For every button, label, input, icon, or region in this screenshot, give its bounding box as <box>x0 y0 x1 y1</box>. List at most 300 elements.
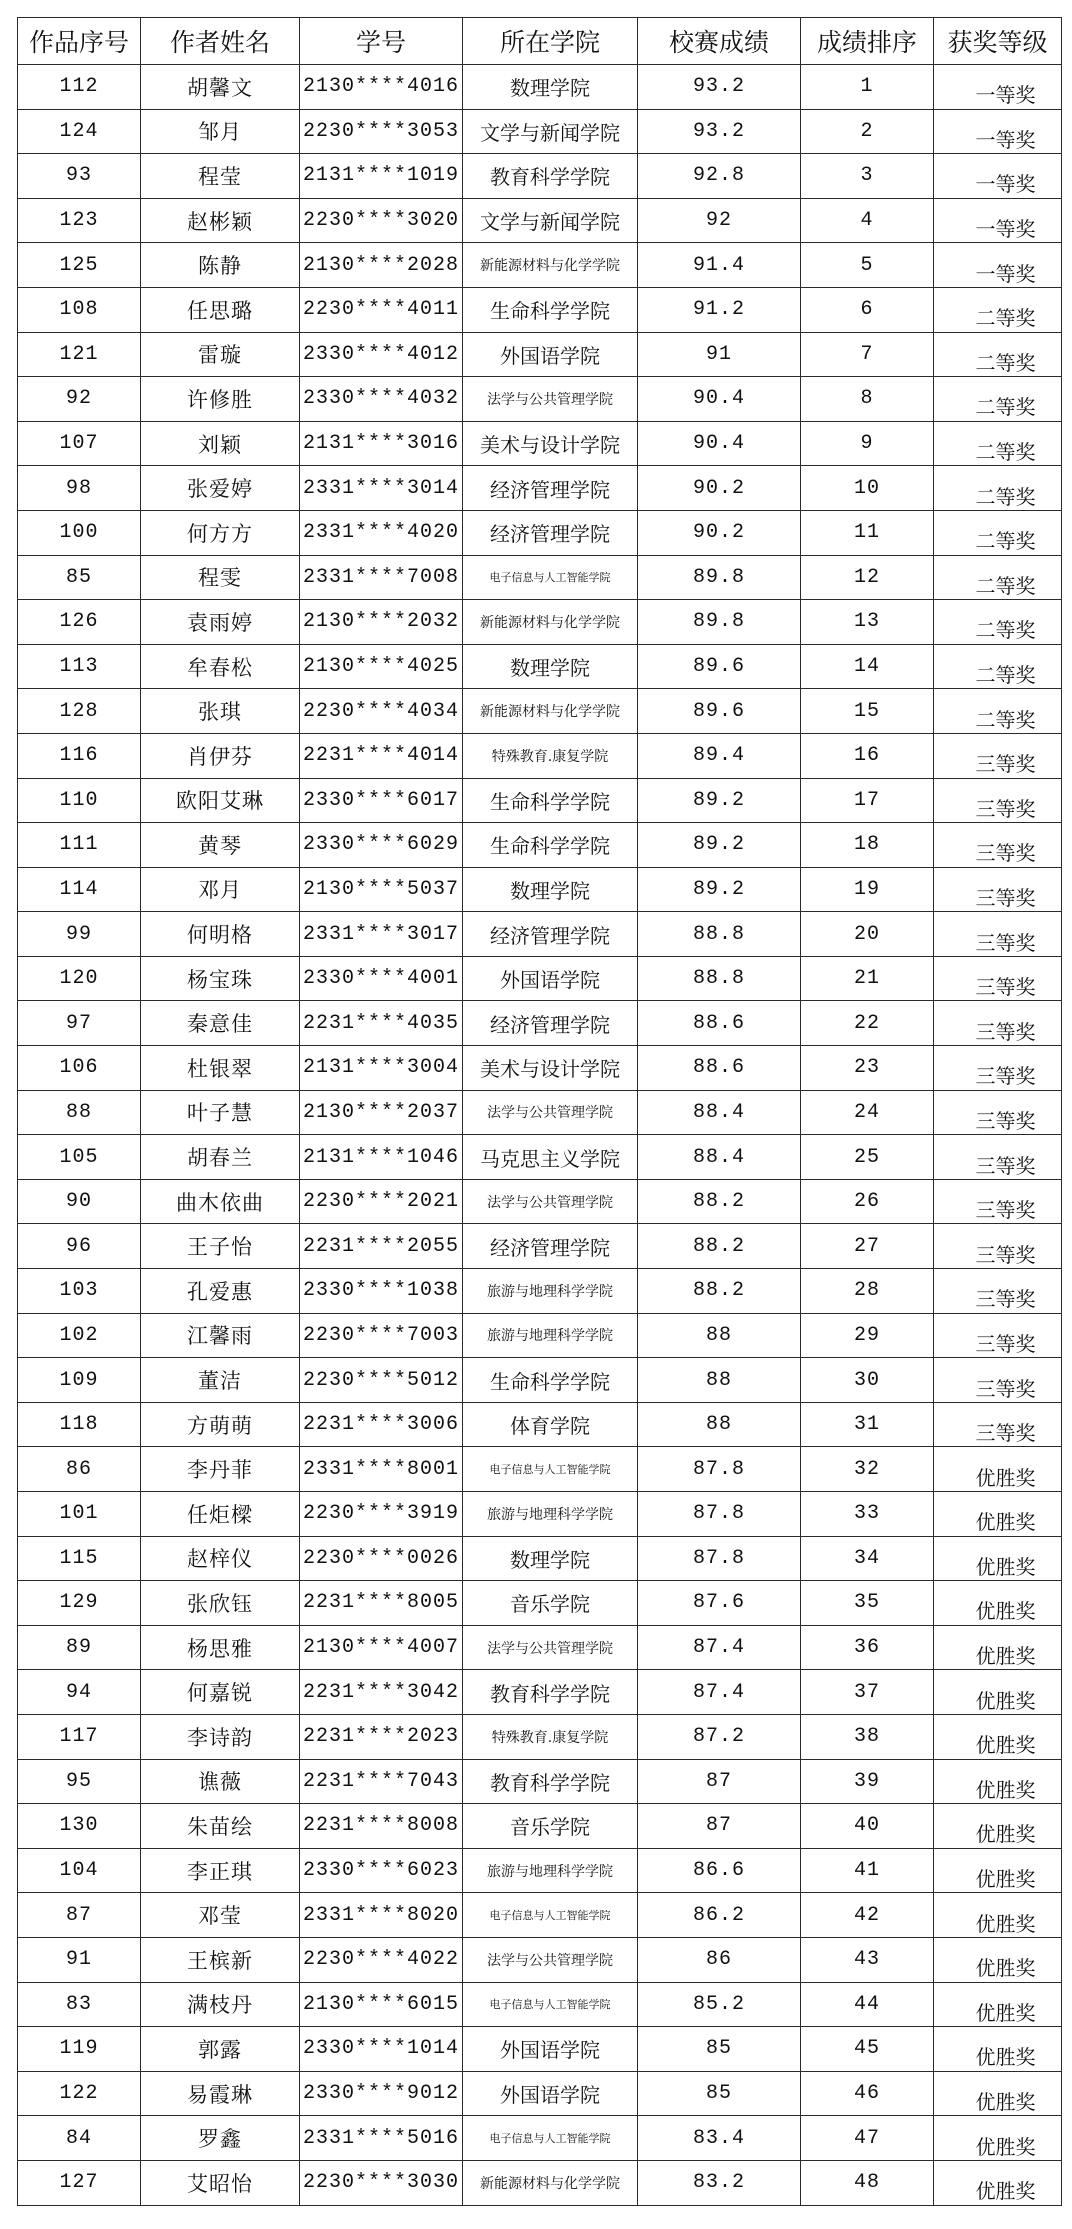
college-cell: 经济管理学院 <box>463 1224 638 1269</box>
college-cell: 经济管理学院 <box>463 466 638 511</box>
score-cell: 86.2 <box>638 1893 801 1938</box>
author-name-cell: 赵梓仪 <box>141 1536 300 1581</box>
award-level-text: 优胜奖 <box>975 1465 1036 1490</box>
score-cell: 88.6 <box>638 1046 801 1091</box>
score-cell: 88 <box>638 1358 801 1403</box>
rank-cell: 15 <box>801 689 934 734</box>
student-id-cell: 2131****3004 <box>300 1046 463 1091</box>
award-level-text: 三等奖 <box>975 841 1036 866</box>
award-level-cell <box>934 689 1062 734</box>
table-row <box>18 2116 1062 2161</box>
table-row <box>18 1581 1062 1626</box>
award-level-cell <box>934 1625 1062 1670</box>
author-name-cell: 朱苗绘 <box>141 1804 300 1849</box>
college-cell: 旅游与地理科学学院 <box>463 1492 638 1537</box>
author-name-cell: 王槟新 <box>141 1937 300 1982</box>
table-row <box>18 1714 1062 1759</box>
work-number-cell: 109 <box>18 1358 141 1403</box>
score-cell: 88.4 <box>638 1135 801 1180</box>
student-id-cell: 2231****7043 <box>300 1759 463 1804</box>
author-name-cell: 邓月 <box>141 867 300 912</box>
score-cell: 93.2 <box>638 65 801 110</box>
score-cell: 92 <box>638 198 801 243</box>
rank-cell: 40 <box>801 1804 934 1849</box>
award-level-cell <box>934 1179 1062 1224</box>
work-number-cell: 105 <box>18 1135 141 1180</box>
score-cell: 88.8 <box>638 956 801 1001</box>
student-id-cell: 2331****8020 <box>300 1893 463 1938</box>
work-number-cell: 114 <box>18 867 141 912</box>
author-name-cell: 李丹菲 <box>141 1447 300 1492</box>
table-row <box>18 1090 1062 1135</box>
student-id-cell: 2230****2021 <box>300 1179 463 1224</box>
table-row <box>18 1759 1062 1804</box>
score-cell: 89.2 <box>638 778 801 823</box>
award-level-cell <box>934 510 1062 555</box>
score-cell: 88 <box>638 1402 801 1447</box>
rank-cell: 34 <box>801 1536 934 1581</box>
award-level-text: 优胜奖 <box>975 1554 1036 1579</box>
student-id-cell: 2330****6017 <box>300 778 463 823</box>
author-name-cell: 张爱婷 <box>141 466 300 511</box>
work-number-cell: 90 <box>18 1179 141 1224</box>
work-number-cell: 101 <box>18 1492 141 1537</box>
work-number-cell: 119 <box>18 2027 141 2072</box>
college-cell: 经济管理学院 <box>463 510 638 555</box>
table-row <box>18 1447 1062 1492</box>
student-id-cell: 2330****9012 <box>300 2071 463 2116</box>
author-name-cell: 李正琪 <box>141 1848 300 1893</box>
college-cell: 生命科学学院 <box>463 778 638 823</box>
score-cell: 88.6 <box>638 1001 801 1046</box>
rank-cell: 26 <box>801 1179 934 1224</box>
author-name-cell: 江馨雨 <box>141 1313 300 1358</box>
college-cell: 旅游与地理科学学院 <box>463 1848 638 1893</box>
work-number-cell: 117 <box>18 1714 141 1759</box>
rank-cell: 43 <box>801 1937 934 1982</box>
author-name-cell: 谯薇 <box>141 1759 300 1804</box>
table-row <box>18 109 1062 154</box>
work-number-cell: 96 <box>18 1224 141 1269</box>
author-name-cell: 胡馨文 <box>141 65 300 110</box>
score-cell: 91.4 <box>638 243 801 288</box>
rank-cell: 6 <box>801 287 934 332</box>
award-level-cell <box>934 466 1062 511</box>
student-id-cell: 2230****3030 <box>300 2160 463 2205</box>
student-id-cell: 2230****3020 <box>300 198 463 243</box>
college-cell: 特殊教育.康复学院 <box>463 733 638 778</box>
college-cell: 生命科学学院 <box>463 823 638 868</box>
award-level-cell <box>934 1313 1062 1358</box>
rank-cell: 9 <box>801 421 934 466</box>
table-row <box>18 912 1062 957</box>
student-id-cell: 2130****2032 <box>300 600 463 645</box>
award-level-text: 三等奖 <box>975 1019 1036 1044</box>
student-id-cell: 2231****3042 <box>300 1670 463 1715</box>
score-cell: 87.8 <box>638 1536 801 1581</box>
award-level-text: 二等奖 <box>975 707 1036 732</box>
rank-cell: 5 <box>801 243 934 288</box>
table-row <box>18 2027 1062 2072</box>
author-name-cell: 程莹 <box>141 154 300 199</box>
work-number-cell: 86 <box>18 1447 141 1492</box>
award-level-text: 优胜奖 <box>975 1510 1036 1535</box>
score-cell: 89.4 <box>638 733 801 778</box>
work-number-cell: 93 <box>18 154 141 199</box>
score-cell: 88.2 <box>638 1269 801 1314</box>
author-name-cell: 陈静 <box>141 243 300 288</box>
student-id-cell: 2231****2055 <box>300 1224 463 1269</box>
award-level-cell <box>934 1447 1062 1492</box>
award-level-text: 优胜奖 <box>975 2000 1036 2025</box>
author-name-cell: 雷璇 <box>141 332 300 377</box>
award-level-text: 优胜奖 <box>975 2045 1036 2070</box>
table-row <box>18 1625 1062 1670</box>
score-cell: 87.8 <box>638 1492 801 1537</box>
college-cell: 体育学院 <box>463 1402 638 1447</box>
rank-cell: 32 <box>801 1447 934 1492</box>
college-cell: 音乐学院 <box>463 1581 638 1626</box>
rank-cell: 29 <box>801 1313 934 1358</box>
score-cell: 85 <box>638 2027 801 2072</box>
college-cell: 电子信息与人工智能学院 <box>463 1447 638 1492</box>
rank-cell: 38 <box>801 1714 934 1759</box>
table-row <box>18 1313 1062 1358</box>
student-id-cell: 2131****1019 <box>300 154 463 199</box>
table-row <box>18 1848 1062 1893</box>
score-cell: 92.8 <box>638 154 801 199</box>
award-level-cell <box>934 1358 1062 1403</box>
award-level-text: 三等奖 <box>975 930 1036 955</box>
rank-cell: 45 <box>801 2027 934 2072</box>
award-level-cell <box>934 2071 1062 2116</box>
author-name-cell: 刘颖 <box>141 421 300 466</box>
student-id-cell: 2130****2028 <box>300 243 463 288</box>
score-cell: 89.6 <box>638 644 801 689</box>
student-id-cell: 2131****1046 <box>300 1135 463 1180</box>
header-score: 校赛成绩 <box>638 18 801 65</box>
award-level-text: 三等奖 <box>975 796 1036 821</box>
work-number-cell: 120 <box>18 956 141 1001</box>
author-name-cell: 方萌萌 <box>141 1402 300 1447</box>
student-id-cell: 2330****4012 <box>300 332 463 377</box>
award-level-text: 一等奖 <box>975 172 1036 197</box>
rank-cell: 8 <box>801 377 934 422</box>
work-number-cell: 129 <box>18 1581 141 1626</box>
work-number-cell: 95 <box>18 1759 141 1804</box>
score-cell: 85 <box>638 2071 801 2116</box>
college-cell: 美术与设计学院 <box>463 421 638 466</box>
award-level-text: 优胜奖 <box>975 1911 1036 1936</box>
award-level-text: 三等奖 <box>975 975 1036 1000</box>
work-number-cell: 102 <box>18 1313 141 1358</box>
award-level-cell <box>934 109 1062 154</box>
award-level-cell <box>934 243 1062 288</box>
author-name-cell: 满枝丹 <box>141 1982 300 2027</box>
college-cell: 法学与公共管理学院 <box>463 1937 638 1982</box>
award-level-cell <box>934 555 1062 600</box>
rank-cell: 14 <box>801 644 934 689</box>
table-row <box>18 2160 1062 2205</box>
score-cell: 83.2 <box>638 2160 801 2205</box>
college-cell: 电子信息与人工智能学院 <box>463 2116 638 2161</box>
award-level-cell <box>934 1581 1062 1626</box>
award-level-cell <box>934 1670 1062 1715</box>
college-cell: 法学与公共管理学院 <box>463 1625 638 1670</box>
award-level-text: 三等奖 <box>975 1108 1036 1133</box>
score-cell: 88.4 <box>638 1090 801 1135</box>
rank-cell: 11 <box>801 510 934 555</box>
work-number-cell: 116 <box>18 733 141 778</box>
rank-cell: 25 <box>801 1135 934 1180</box>
work-number-cell: 124 <box>18 109 141 154</box>
award-level-cell <box>934 1135 1062 1180</box>
author-name-cell: 胡春兰 <box>141 1135 300 1180</box>
rank-cell: 19 <box>801 867 934 912</box>
table-row <box>18 956 1062 1001</box>
student-id-cell: 2230****0026 <box>300 1536 463 1581</box>
award-level-text: 三等奖 <box>975 1376 1036 1401</box>
college-cell: 新能源材料与化学学院 <box>463 243 638 288</box>
work-number-cell: 87 <box>18 1893 141 1938</box>
rank-cell: 18 <box>801 823 934 868</box>
work-number-cell: 115 <box>18 1536 141 1581</box>
table-row <box>18 287 1062 332</box>
award-level-cell <box>934 1402 1062 1447</box>
award-level-text: 优胜奖 <box>975 1956 1036 1981</box>
student-id-cell: 2231****8008 <box>300 1804 463 1849</box>
award-level-text: 二等奖 <box>975 306 1036 331</box>
award-level-text: 优胜奖 <box>975 1733 1036 1758</box>
award-level-text: 二等奖 <box>975 573 1036 598</box>
header-rank: 成绩排序 <box>801 18 934 65</box>
award-level-text: 二等奖 <box>975 663 1036 688</box>
work-number-cell: 85 <box>18 555 141 600</box>
award-level-cell <box>934 287 1062 332</box>
header-row <box>18 18 1062 65</box>
table-row <box>18 867 1062 912</box>
work-number-cell: 121 <box>18 332 141 377</box>
award-level-cell <box>934 1536 1062 1581</box>
college-cell: 经济管理学院 <box>463 1001 638 1046</box>
student-id-cell: 2130****4007 <box>300 1625 463 1670</box>
award-level-text: 优胜奖 <box>975 1777 1036 1802</box>
author-name-cell: 艾昭怡 <box>141 2160 300 2205</box>
score-cell: 87 <box>638 1759 801 1804</box>
college-cell: 电子信息与人工智能学院 <box>463 1982 638 2027</box>
table-row <box>18 778 1062 823</box>
results-sheet <box>17 17 1062 2206</box>
award-level-cell <box>934 600 1062 645</box>
work-number-cell: 92 <box>18 377 141 422</box>
award-level-text: 优胜奖 <box>975 1867 1036 1892</box>
score-cell: 90.2 <box>638 466 801 511</box>
work-number-cell: 104 <box>18 1848 141 1893</box>
rank-cell: 42 <box>801 1893 934 1938</box>
award-level-text: 三等奖 <box>975 752 1036 777</box>
college-cell: 美术与设计学院 <box>463 1046 638 1091</box>
author-name-cell: 欧阳艾琳 <box>141 778 300 823</box>
work-number-cell: 98 <box>18 466 141 511</box>
student-id-cell: 2331****7008 <box>300 555 463 600</box>
score-cell: 88.2 <box>638 1179 801 1224</box>
award-level-cell <box>934 1046 1062 1091</box>
rank-cell: 1 <box>801 65 934 110</box>
college-cell: 数理学院 <box>463 1536 638 1581</box>
work-number-cell: 103 <box>18 1269 141 1314</box>
author-name-cell: 任炬樑 <box>141 1492 300 1537</box>
rank-cell: 48 <box>801 2160 934 2205</box>
table-row <box>18 1937 1062 1982</box>
table-row <box>18 466 1062 511</box>
award-level-cell <box>934 1982 1062 2027</box>
award-level-cell <box>934 1848 1062 1893</box>
rank-cell: 24 <box>801 1090 934 1135</box>
author-name-cell: 孔爱惠 <box>141 1269 300 1314</box>
author-name-cell: 秦意佳 <box>141 1001 300 1046</box>
score-cell: 89.2 <box>638 867 801 912</box>
work-number-cell: 94 <box>18 1670 141 1715</box>
rank-cell: 10 <box>801 466 934 511</box>
award-level-cell <box>934 1714 1062 1759</box>
table-row <box>18 689 1062 734</box>
award-level-cell <box>934 1804 1062 1849</box>
work-number-cell: 118 <box>18 1402 141 1447</box>
score-cell: 85.2 <box>638 1982 801 2027</box>
college-cell: 音乐学院 <box>463 1804 638 1849</box>
header-author-name: 作者姓名 <box>141 18 300 65</box>
work-number-cell: 130 <box>18 1804 141 1849</box>
table-row <box>18 510 1062 555</box>
header-work-number: 作品序号 <box>18 18 141 65</box>
award-level-cell <box>934 956 1062 1001</box>
header-award-level: 获奖等级 <box>934 18 1062 65</box>
work-number-cell: 88 <box>18 1090 141 1135</box>
table-row <box>18 2071 1062 2116</box>
author-name-cell: 袁雨婷 <box>141 600 300 645</box>
work-number-cell: 83 <box>18 1982 141 2027</box>
table-row <box>18 1536 1062 1581</box>
rank-cell: 28 <box>801 1269 934 1314</box>
score-cell: 87.8 <box>638 1447 801 1492</box>
college-cell: 电子信息与人工智能学院 <box>463 1893 638 1938</box>
table-row <box>18 1670 1062 1715</box>
rank-cell: 16 <box>801 733 934 778</box>
award-level-cell <box>934 1759 1062 1804</box>
award-level-cell <box>934 198 1062 243</box>
award-level-text: 优胜奖 <box>975 1644 1036 1669</box>
award-level-text: 优胜奖 <box>975 1599 1036 1624</box>
college-cell: 旅游与地理科学学院 <box>463 1313 638 1358</box>
table-row <box>18 1358 1062 1403</box>
score-cell: 89.2 <box>638 823 801 868</box>
header-student-id: 学号 <box>300 18 463 65</box>
rank-cell: 22 <box>801 1001 934 1046</box>
rank-cell: 47 <box>801 2116 934 2161</box>
student-id-cell: 2330****1014 <box>300 2027 463 2072</box>
award-level-cell <box>934 912 1062 957</box>
college-cell: 教育科学学院 <box>463 1670 638 1715</box>
author-name-cell: 易霞琳 <box>141 2071 300 2116</box>
work-number-cell: 99 <box>18 912 141 957</box>
award-level-cell <box>934 1224 1062 1269</box>
college-cell: 新能源材料与化学学院 <box>463 600 638 645</box>
award-level-cell <box>934 1893 1062 1938</box>
award-level-cell <box>934 2160 1062 2205</box>
student-id-cell: 2330****6023 <box>300 1848 463 1893</box>
author-name-cell: 董洁 <box>141 1358 300 1403</box>
college-cell: 经济管理学院 <box>463 912 638 957</box>
table-row <box>18 1001 1062 1046</box>
college-cell: 新能源材料与化学学院 <box>463 689 638 734</box>
award-level-cell <box>934 778 1062 823</box>
award-level-cell <box>934 154 1062 199</box>
table-row <box>18 823 1062 868</box>
author-name-cell: 杨宝珠 <box>141 956 300 1001</box>
table-row <box>18 65 1062 110</box>
student-id-cell: 2230****4022 <box>300 1937 463 1982</box>
student-id-cell: 2231****2023 <box>300 1714 463 1759</box>
score-cell: 90.2 <box>638 510 801 555</box>
college-cell: 法学与公共管理学院 <box>463 1090 638 1135</box>
student-id-cell: 2331****3014 <box>300 466 463 511</box>
work-number-cell: 107 <box>18 421 141 466</box>
table-row <box>18 733 1062 778</box>
table-row <box>18 1402 1062 1447</box>
rank-cell: 41 <box>801 1848 934 1893</box>
rank-cell: 20 <box>801 912 934 957</box>
student-id-cell: 2230****5012 <box>300 1358 463 1403</box>
table-row <box>18 243 1062 288</box>
score-cell: 83.4 <box>638 2116 801 2161</box>
award-level-text: 三等奖 <box>975 1421 1036 1446</box>
work-number-cell: 122 <box>18 2071 141 2116</box>
rank-cell: 13 <box>801 600 934 645</box>
table-row <box>18 1135 1062 1180</box>
author-name-cell: 杜银翠 <box>141 1046 300 1091</box>
award-level-text: 二等奖 <box>975 618 1036 643</box>
author-name-cell: 罗鑫 <box>141 2116 300 2161</box>
author-name-cell: 郭露 <box>141 2027 300 2072</box>
award-level-text: 三等奖 <box>975 1331 1036 1356</box>
college-cell: 文学与新闻学院 <box>463 109 638 154</box>
award-level-cell <box>934 2116 1062 2161</box>
rank-cell: 44 <box>801 1982 934 2027</box>
student-id-cell: 2130****2037 <box>300 1090 463 1135</box>
award-level-text: 二等奖 <box>975 350 1036 375</box>
score-cell: 88 <box>638 1313 801 1358</box>
score-cell: 87.2 <box>638 1714 801 1759</box>
student-id-cell: 2130****4025 <box>300 644 463 689</box>
score-cell: 90.4 <box>638 421 801 466</box>
rank-cell: 27 <box>801 1224 934 1269</box>
award-level-text: 一等奖 <box>975 217 1036 242</box>
award-level-text: 优胜奖 <box>975 2134 1036 2159</box>
college-cell: 教育科学学院 <box>463 154 638 199</box>
rank-cell: 3 <box>801 154 934 199</box>
college-cell: 生命科学学院 <box>463 1358 638 1403</box>
score-cell: 87 <box>638 1804 801 1849</box>
author-name-cell: 何嘉锐 <box>141 1670 300 1715</box>
score-cell: 91.2 <box>638 287 801 332</box>
author-name-cell: 杨思雅 <box>141 1625 300 1670</box>
table-row <box>18 1804 1062 1849</box>
table-row <box>18 644 1062 689</box>
rank-cell: 17 <box>801 778 934 823</box>
rank-cell: 23 <box>801 1046 934 1091</box>
rank-cell: 4 <box>801 198 934 243</box>
author-name-cell: 邹月 <box>141 109 300 154</box>
